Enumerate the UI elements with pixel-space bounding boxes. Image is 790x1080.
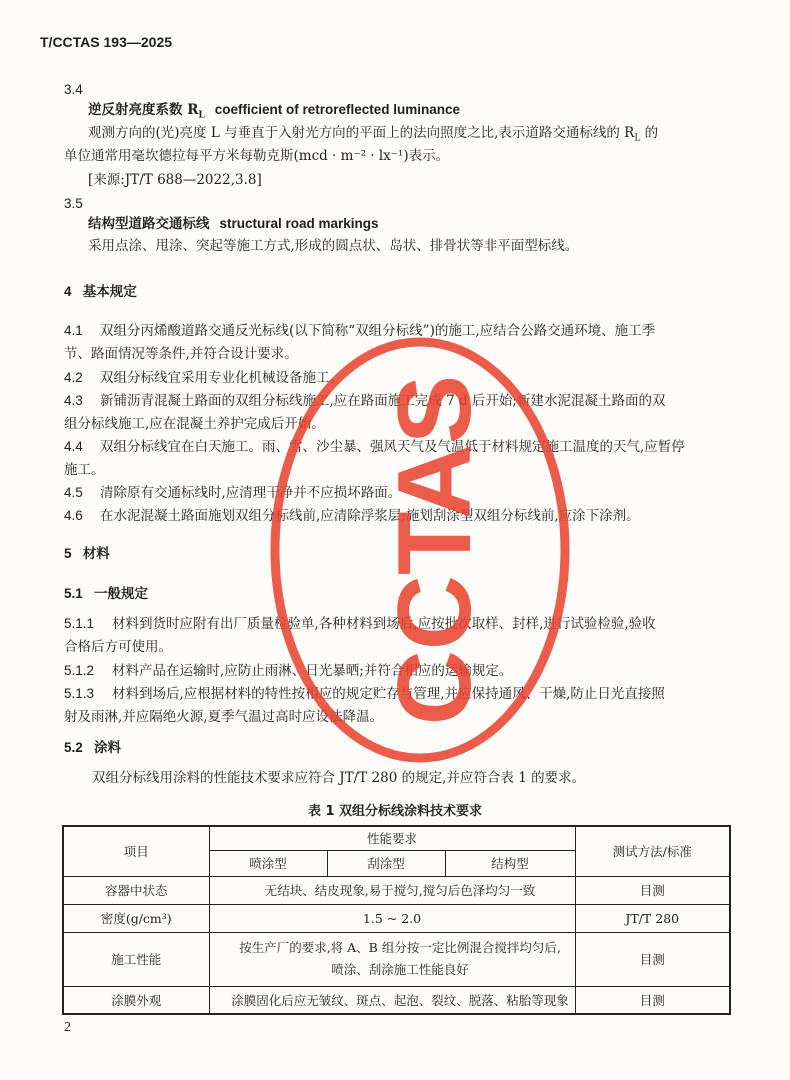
table-caption: 表 1 双组分标线涂料技术要求 [307,804,483,819]
clause-4-1: 4.1 双组分丙烯酸道路交通反光标线(以下简称“双组分标线”)的施工,应结合公路交通环境、施工季 [64,323,656,339]
sub-col-scrape: 刮涂型 [327,850,445,876]
section-3-5-definition: 采用点涂、甩涂、突起等施工方式,形成的圆点状、岛状、排骨状等非平面型标线。 [88,238,579,254]
col-header-performance: 性能要求 [209,826,575,850]
section-3-4-definition-line2: 单位通常用毫坎德拉每平方米每勒克斯(mcd · m⁻² · lx⁻¹)表示。 [64,148,450,164]
clause-5-1-3-cont: 射及雨淋,并应隔绝火源,夏季气温过高时应设法降温。 [64,709,384,725]
spec-table [62,825,731,1015]
clause-4-6: 4.6 在水泥混凝土路面施划双组分标线前,应清除浮浆层;施划刮涂型双组分标线前,应涂下涂剂。 [64,508,640,524]
table-row: 涂膜外观 涂膜固化后应无皱纹、斑点、起泡、裂纹、脱落、粘胎等现象 目测 [63,986,730,1014]
clause-4-1-cont: 节、路面情况等条件,并符合设计要求。 [64,346,298,362]
sub-col-spray: 喷涂型 [209,850,327,876]
clause-5-1-3: 5.1.3 材料到场后,应根据材料的特性按相应的规定贮存与管理,并应保持通风、干燥,防止日光直接照 [64,686,665,702]
col-header-method: 测试方法/标准 [575,826,730,876]
clause-4-2: 4.2 双组分标线宜采用专业化机械设备施工。 [64,370,343,386]
clause-4-3: 4.3 新铺沥青混凝土路面的双组分标线施工,应在路面施工完成 7 d 后开始;新建水泥混凝土路面的双 [64,393,666,409]
section-3-4-term: 逆反射亮度系数 $R_L$ coefficient of retroreflected luminance [88,102,461,121]
clause-4-4: 4.4 双组分标线宜在白天施工。雨、雪、沙尘暴、强风天气及气温低于材料规定施工温度的天气,应暂停 [64,439,685,455]
section-3-4-number: 3.4 [64,82,83,97]
stamp-label: CCTAS [377,374,493,726]
sub-col-structural: 结构型 [445,850,575,876]
section-5-heading: 5 材料 [64,546,110,561]
term-en: coefficient of retroreflected luminance [214,102,461,117]
page-number: 2 [64,1020,71,1035]
section-3-4-source: [来源:JT/T 688—2022,3.8] [88,172,262,188]
section-3-5-number: 3.5 [64,196,83,211]
table-row: 密度(g/cm³) 1.5 ~ 2.0 JT/T 280 [63,904,730,932]
clause-5-1-1: 5.1.1 材料到货时应附有出厂质量检验单,各种材料到场后,应按批次取样、封样,进行试验检验,验收 [64,616,656,632]
col-header-item: 项目 [63,826,209,876]
clause-5-1-1-cont: 合格后方可使用。 [64,639,172,655]
clause-5-1-2: 5.1.2 材料产品在运输时,应防止雨淋、日光暴晒;并符合相应的运输规定。 [64,663,513,679]
section-4-heading: 4 基本规定 [64,284,137,299]
section-5-1-heading: 5.1 一般规定 [64,586,149,601]
section-5-2-text: 双组分标线用涂料的性能技术要求应符合 JT/T 280 的规定,并应符合表 1 的要求。 [92,770,586,786]
section-5-2-heading: 5.2 涂料 [64,740,122,755]
table-row: 施工性能 按生产厂的要求,将 A、B 组分按一定比例混合搅拌均匀后, 喷涂、刮涂施工性能良好 目测 [63,932,730,986]
document-header: T/CCTAS 193—2025 [40,34,173,50]
clause-4-3-cont: 组分标线施工,应在混凝土养护完成后开始。 [64,416,325,432]
section-3-4-definition-line1: 观测方向的(光)亮度 L 与垂直于入射光方向的平面上的法向照度之比,表示道路交通标线的 $R_L$ 的 [88,125,659,144]
term-cn: 逆反射亮度系数 R [88,102,199,118]
clause-4-5: 4.5 清除原有交通标线时,应清理干净并不应损坏路面。 [64,485,402,501]
section-3-5-term: 结构型道路交通标线 structural road markings [88,216,379,232]
table-row: 容器中状态 无结块、结皮现象,易于搅匀,搅匀后色泽均匀一致 目测 [63,876,730,904]
clause-4-4-cont: 施工。 [64,462,105,478]
